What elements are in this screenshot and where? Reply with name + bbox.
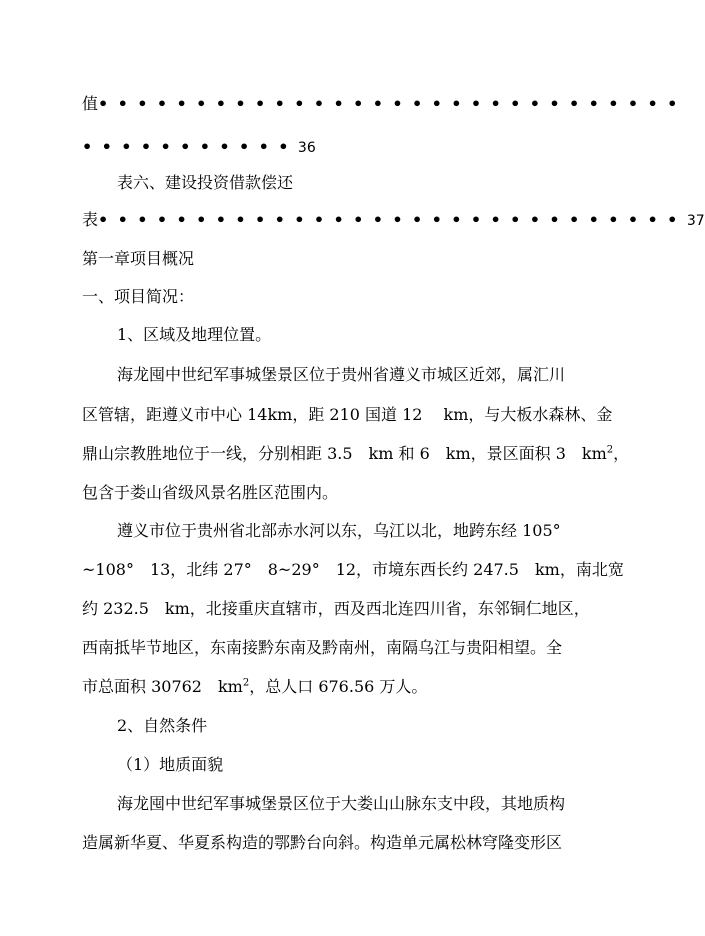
toc-label: 表	[82, 210, 99, 229]
paragraph-line: 遵义市位于贵州省北部赤水河以东，乌江以北，地跨东经 105°	[117, 521, 561, 540]
paragraph-line: 西南抵毕节地区，东南接黔东南及黔南州，南隔乌江与贵阳相望。全	[82, 638, 563, 657]
toc-entry-table-six: 表六、建设投资借款偿还	[117, 173, 294, 192]
toc-page-number: 36	[297, 140, 316, 156]
subsection-title: （1）地质面貌	[117, 755, 224, 774]
chapter-title: 第一章项目概况	[82, 249, 195, 268]
paragraph-line: 海龙囤中世纪军事城堡景区位于大娄山山脉东支中段，其地质构	[117, 794, 566, 813]
toc-entry-value	[82, 91, 687, 117]
paragraph-line: 约 232.5 km，北接重庆直辖市，西及西北连四川省，东邻铜仁地区，	[82, 599, 590, 618]
section-title: 一、项目简况：	[82, 287, 195, 306]
toc-page-number: 37	[686, 213, 705, 229]
paragraph-line: 市总面积 30762 $km^2$，总人口 676.56 万人。	[82, 677, 428, 696]
toc-label: 值	[82, 94, 99, 113]
toc-leader-dots: ••••••••••••••••••••••••••••••	[98, 94, 687, 113]
paragraph-line: 区管辖，距遵义市中心 14km，距 210 国道 12 km，与大板水森林、金	[82, 405, 613, 424]
paragraph-line: 造属新华夏、华夏系构造的鄂黔台向斜。构造单元属松林穹隆变形区	[82, 833, 563, 852]
paragraph-line: 包含于娄山省级风景名胜区范围内。	[82, 483, 339, 502]
paragraph-line: ~108° 13，北纬 27° 8~29° 12，市境东西长约 247.5 km，南北宽	[82, 560, 624, 579]
toc-entry-table-six-cont	[82, 207, 705, 233]
subsection-title: 2、自然条件	[117, 716, 208, 735]
paragraph-line: 鼎山宗教胜地位于一线，分别相距 3.5 km 和 6 km，景区面积 3 $km^2$，	[82, 444, 630, 463]
toc-entry-continuation	[82, 134, 582, 160]
toc-leader-dots: •••••••••••	[82, 137, 298, 156]
paragraph-line: 海龙囤中世纪军事城堡景区位于贵州省遵义市城区近郊，属汇川	[117, 365, 566, 384]
toc-leader-dots: ••••••••••••••••••••••••••••••	[98, 210, 687, 229]
subsection-title: 1、区域及地理位置。	[117, 325, 272, 344]
